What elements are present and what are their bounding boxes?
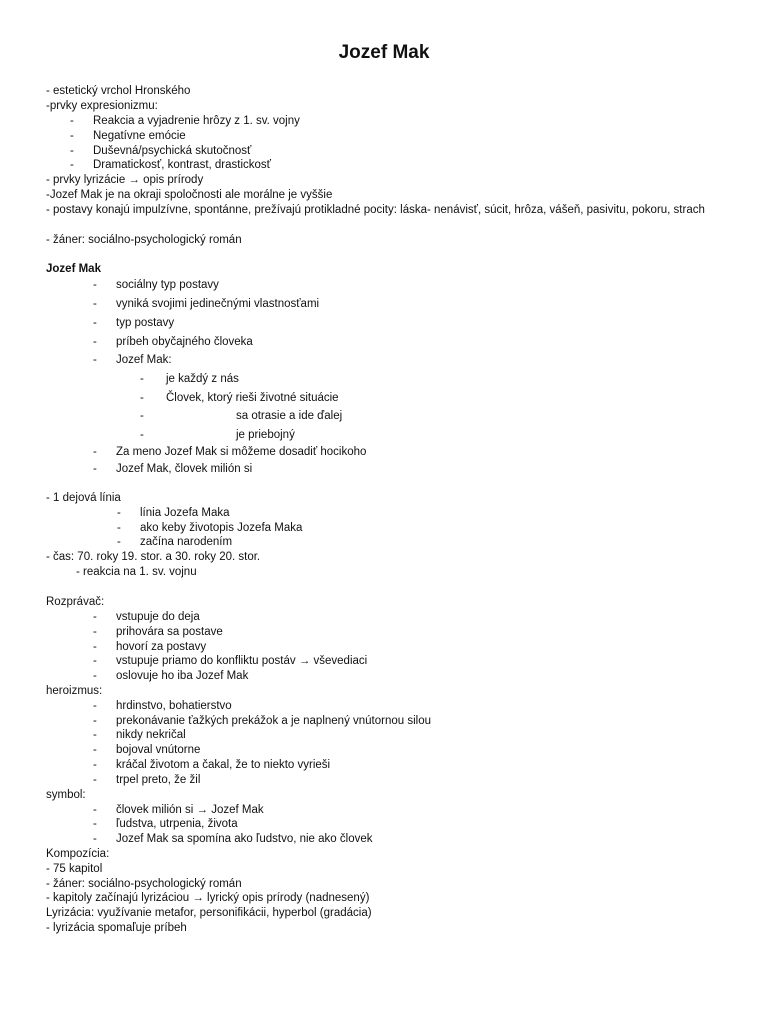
bullet-dash: -: [93, 744, 97, 756]
bullet-dash: -: [140, 392, 144, 404]
intro-line-2: -prvky expresionizmu:: [46, 100, 158, 112]
symbol-item: človek milión si → Jozef Mak: [116, 804, 264, 816]
heroism-item: hrdinstvo, bohatierstvo: [116, 700, 232, 712]
symbol-item: ľudstva, utrpenia, života: [116, 818, 238, 830]
bullet-dash: -: [70, 159, 74, 171]
composition-line: - 75 kapitol: [46, 863, 103, 875]
bullet-dash: -: [93, 833, 97, 845]
character-item: typ postavy: [116, 317, 175, 329]
character-subitem: je priebojný: [236, 429, 295, 441]
plot-item: línia Jozefa Maka: [140, 507, 230, 519]
plot-item: začína narodením: [140, 536, 233, 548]
bullet-dash: -: [93, 446, 97, 458]
intro-sub-item: Reakcia a vyjadrenie hrôzy z 1. sv. vojny: [93, 115, 300, 127]
intro-sub-item: Negatívne emócie: [93, 130, 186, 142]
plot-line-3: - reakcia na 1. sv. vojnu: [76, 566, 197, 578]
heroism-item: nikdy nekričal: [116, 729, 186, 741]
bullet-dash: -: [93, 641, 97, 653]
bullet-dash: -: [93, 818, 97, 830]
bullet-dash: -: [93, 279, 97, 291]
intro-line-5: - postavy konajú impulzívne, spontánne, prežívajú protikladné pocity: láska- nenávisť, súcit, hrôza, vášeň, pasivitu, pokoru, strach: [46, 204, 705, 216]
composition-line: - žáner: sociálno-psychologický román: [46, 878, 242, 890]
bullet-dash: -: [140, 373, 144, 385]
bullet-dash: -: [93, 715, 97, 727]
plot-item: ako keby životopis Jozefa Maka: [140, 522, 303, 534]
symbol-item: Jozef Mak sa spomína ako ľudstvo, nie ako človek: [116, 833, 373, 845]
bullet-dash: -: [93, 317, 97, 329]
bullet-dash: -: [93, 774, 97, 786]
lyrization-line: - lyrizácia spomaľuje príbeh: [46, 922, 187, 934]
intro-sub-item: Duševná/psychická skutočnosť: [93, 145, 252, 157]
narrator-item: vstupuje do deja: [116, 611, 200, 623]
narrator-item: hovorí za postavy: [116, 641, 207, 653]
bullet-dash: -: [93, 804, 97, 816]
character-item: Jozef Mak:: [116, 354, 172, 366]
intro-line-4: -Jozef Mak je na okraji spoločnosti ale morálne je vyššie: [46, 189, 333, 201]
character-subitem: sa otrasie a ide ďalej: [236, 410, 343, 422]
bullet-dash: -: [93, 700, 97, 712]
character-item: vyniká svojimi jedinečnými vlastnosťami: [116, 298, 320, 310]
bullet-dash: -: [93, 611, 97, 623]
bullet-dash: -: [93, 759, 97, 771]
narrator-item: vstupuje priamo do konfliktu postáv → vševediaci: [116, 655, 368, 667]
heroism-heading: heroizmus:: [46, 685, 103, 697]
character-item: Jozef Mak, človek milión si: [116, 463, 253, 475]
bullet-dash: -: [70, 145, 74, 157]
bullet-dash: -: [117, 522, 121, 534]
narrator-heading: Rozprávač:: [46, 596, 105, 608]
heroism-item: bojoval vnútorne: [116, 744, 201, 756]
heroism-item: kráčal životom a čakal, že to niekto vyrieši: [116, 759, 331, 771]
heroism-item: trpel preto, že žil: [116, 774, 201, 786]
narrator-item: oslovuje ho iba Jozef Mak: [116, 670, 249, 682]
bullet-dash: -: [140, 410, 144, 422]
composition-heading: Kompozícia:: [46, 848, 110, 860]
bullet-dash: -: [93, 626, 97, 638]
character-item: sociálny typ postavy: [116, 279, 219, 291]
bullet-dash: -: [93, 670, 97, 682]
lyrization-line: Lyrizácia: využívanie metafor, personifikácii, hyperbol (gradácia): [46, 907, 372, 919]
bullet-dash: -: [117, 507, 121, 519]
bullet-dash: -: [93, 463, 97, 475]
intro-sub-item: Dramatickosť, kontrast, drastickosť: [93, 159, 271, 171]
character-heading: Jozef Mak: [46, 263, 101, 275]
intro-line-1: - estetický vrchol Hronského: [46, 85, 191, 97]
bullet-dash: -: [117, 536, 121, 548]
heroism-item: prekonávanie ťažkých prekážok a je naplnený vnútornou silou: [116, 715, 432, 727]
bullet-dash: -: [93, 729, 97, 741]
bullet-dash: -: [93, 336, 97, 348]
plot-line-2: - čas: 70. roky 19. stor. a 30. roky 20. stor.: [46, 551, 261, 563]
page-title: Jozef Mak: [338, 42, 430, 63]
bullet-dash: -: [93, 354, 97, 366]
character-subitem: Človek, ktorý rieši životné situácie: [166, 392, 339, 404]
narrator-item: prihovára sa postave: [116, 626, 223, 638]
bullet-dash: -: [93, 298, 97, 310]
plot-line-1: - 1 dejová línia: [46, 492, 121, 504]
intro-line-3: - prvky lyrizácie → opis prírody: [46, 174, 204, 186]
character-subitem: je každý z nás: [166, 373, 239, 385]
intro-line-6: - žáner: sociálno-psychologický román: [46, 234, 242, 246]
bullet-dash: -: [93, 655, 97, 667]
bullet-dash: -: [70, 115, 74, 127]
bullet-dash: -: [140, 429, 144, 441]
character-item: príbeh obyčajného človeka: [116, 336, 253, 348]
character-item: Za meno Jozef Mak si môžeme dosadiť hocikoho: [116, 446, 367, 458]
symbol-heading: symbol:: [46, 789, 86, 801]
bullet-dash: -: [70, 130, 74, 142]
composition-line: - kapitoly začínajú lyrizáciou → lyrický opis prírody (nadnesený): [46, 892, 370, 904]
